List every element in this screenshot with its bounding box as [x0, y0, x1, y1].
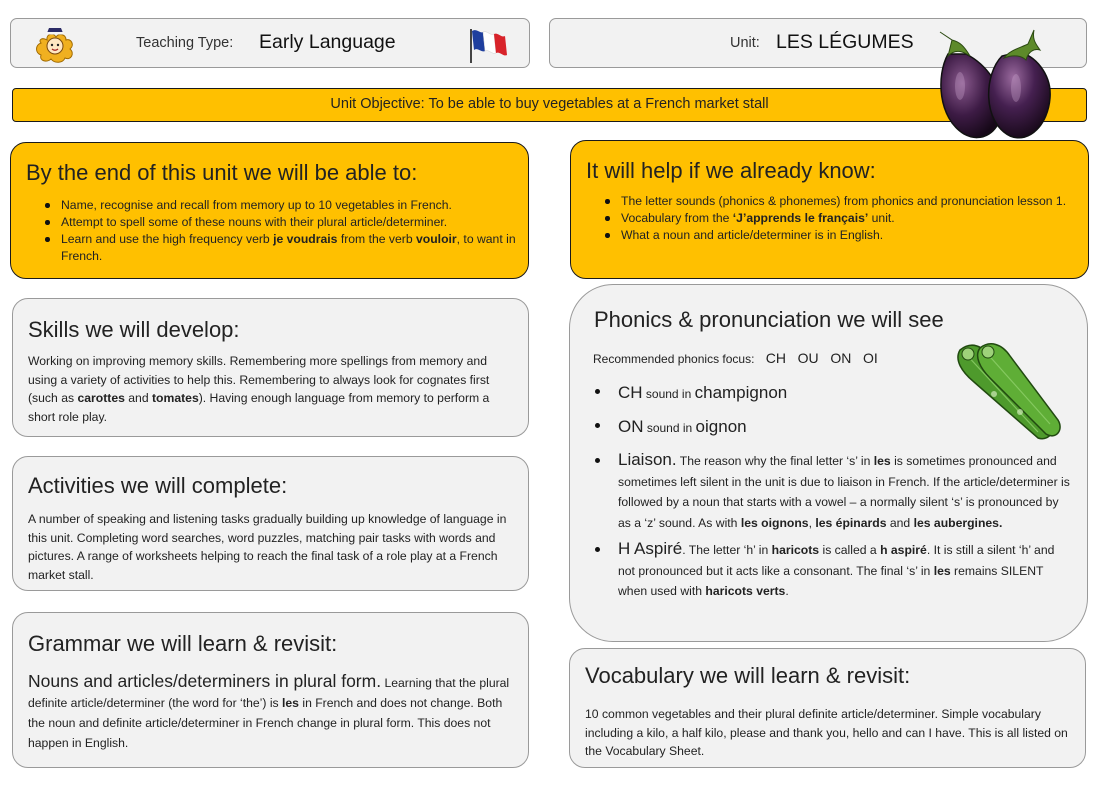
list-item: [33, 231, 521, 263]
phonics-focus-sounds: CH OU ON OI: [765, 350, 878, 366]
text-run: CH: [618, 383, 643, 402]
phonics-title: Phonics & pronunciation we will see: [594, 307, 944, 332]
text-run: ON: [618, 417, 644, 436]
skills-panel: [12, 298, 529, 437]
text-run: H Aspiré: [618, 539, 683, 558]
able-to-panel: [10, 142, 529, 279]
list-item: Attempt to spell some of these nouns with their plural article/determiner.: [33, 214, 521, 230]
text-run: is sometimes pronounced and sometimes left silent in the unit is due to liaison in French. If the article/determiner is followed by a noun that starts with a vowel – a normally silent ‘s’ is pronounced by as a ‘z’ sound. As with: [618, 454, 1070, 530]
vocabulary-title: Vocabulary we will learn & revisit:: [585, 663, 911, 688]
text-run: sound in: [642, 387, 695, 401]
text-run: from the verb: [337, 232, 417, 247]
text-run: Learning that the plural definite article/determiner (the word for ‘the’) is: [28, 676, 510, 710]
grammar-text: [28, 671, 520, 753]
skills-title: Skills we will develop:: [28, 317, 240, 342]
text-run: champignon: [694, 383, 788, 402]
text-run: Liaison.: [618, 450, 677, 469]
activities-panel: [12, 456, 529, 591]
already-know-title: It will help if we already know:: [586, 158, 876, 183]
text-run: The reason why the final letter ‘s’ in: [676, 454, 874, 468]
teaching-type-value: Early Language: [259, 31, 396, 53]
grammar-lead: Nouns and articles/determiners in plural form.: [28, 671, 382, 691]
text-run: les: [933, 563, 951, 578]
grammar-title: Grammar we will learn & revisit:: [28, 631, 338, 656]
already-know-panel: [570, 140, 1089, 279]
text-run: . It is still a silent ‘h’ and not pronounced but it acts like a consonant. The final ‘s’ in: [618, 543, 1055, 578]
text-run: . The letter ‘h’ in: [682, 543, 772, 557]
text-run: sound in: [643, 421, 696, 435]
list-item: [570, 539, 1070, 602]
list-item: [570, 450, 1070, 533]
vocabulary-panel: [569, 648, 1086, 768]
text-run: les oignons: [740, 515, 809, 530]
text-run: je voudrais: [273, 232, 338, 247]
list-item: [593, 210, 1071, 226]
text-run: haricots: [771, 543, 820, 557]
text-run: les: [873, 454, 891, 468]
able-to-list: [33, 197, 521, 265]
list-item: The letter sounds (phonics & phonemes) from phonics and pronunciation lesson 1.: [593, 193, 1071, 209]
unit-objective-bar: [12, 88, 1087, 122]
text-run: Learn and use the high frequency verb: [61, 232, 274, 247]
text-run: unit.: [868, 211, 895, 226]
text-run: tomates: [151, 391, 199, 405]
teaching-type-label: Teaching Type:: [136, 35, 234, 51]
unit-label: Unit:: [730, 35, 760, 51]
text-run: Vocabulary from the: [621, 211, 733, 226]
text-run: les épinards: [815, 515, 887, 530]
teaching-type-header: [10, 18, 530, 68]
list-item: Name, recognise and recall from memory up to 10 vegetables in French.: [33, 197, 521, 213]
vocabulary-text: 10 common vegetables and their plural definite article/determiner. Simple vocabulary including a kilo, a half kilo, please and thank you, hello and can I have. This is all listed on the Vocabulary Sheet.: [585, 707, 1068, 758]
activities-title: Activities we will complete:: [28, 473, 288, 498]
text-run: ‘J’apprends le français’: [732, 211, 869, 226]
text-run: and: [886, 515, 914, 530]
already-know-list: [593, 193, 1071, 245]
text-run: .: [785, 584, 789, 598]
text-run: haricots verts: [705, 584, 786, 598]
text-run: and: [124, 391, 152, 405]
text-run: les: [282, 696, 299, 710]
text-run: in French and does not change. Both the noun and definite article/determiner in French change in plural form. This does not happen in English.: [28, 696, 503, 750]
phonics-focus-label: Recommended phonics focus:: [593, 352, 755, 366]
unit-value: LES LÉGUMES: [776, 31, 914, 53]
text-run: vouloir: [416, 232, 457, 247]
text-run: oignon: [695, 417, 747, 436]
skills-text: [28, 352, 518, 426]
able-to-title: By the end of this unit we will be able to:: [26, 160, 418, 185]
text-run: les aubergines.: [913, 515, 1003, 530]
text-run: carottes: [77, 391, 125, 405]
school-mascot-icon: [33, 23, 77, 65]
text-run: is called a: [819, 543, 881, 557]
eggplant-icon: [930, 26, 1072, 142]
text-run: , to want in French.: [61, 232, 516, 263]
grammar-panel: [12, 612, 529, 768]
activities-text: A number of speaking and listening tasks gradually building up knowledge of language in this unit. Completing word searches, word puzzles, matching pair tasks with words and pictures. A range of worksheets helping to reach the final task of a role play at a French market stall.: [28, 512, 507, 582]
text-run: ). Having enough language from memory to perform a short role play.: [28, 391, 490, 424]
text-run: remains SILENT when used with: [618, 563, 1044, 598]
french-flag-icon: [465, 25, 509, 65]
list-item: What a noun and article/determiner is in English.: [593, 227, 1071, 243]
text-run: Working on improving memory skills. Remembering more spellings from memory and using a variety of activities to help this. Remembering to always look for cognates first (such as: [28, 354, 490, 405]
text-run: ,: [808, 515, 816, 530]
zucchini-icon: [950, 334, 1066, 446]
text-run: h aspiré: [880, 543, 927, 557]
unit-objective-text: Unit Objective: To be able to buy vegetables at a French market stall: [330, 96, 769, 112]
phonics-focus: [593, 350, 878, 366]
